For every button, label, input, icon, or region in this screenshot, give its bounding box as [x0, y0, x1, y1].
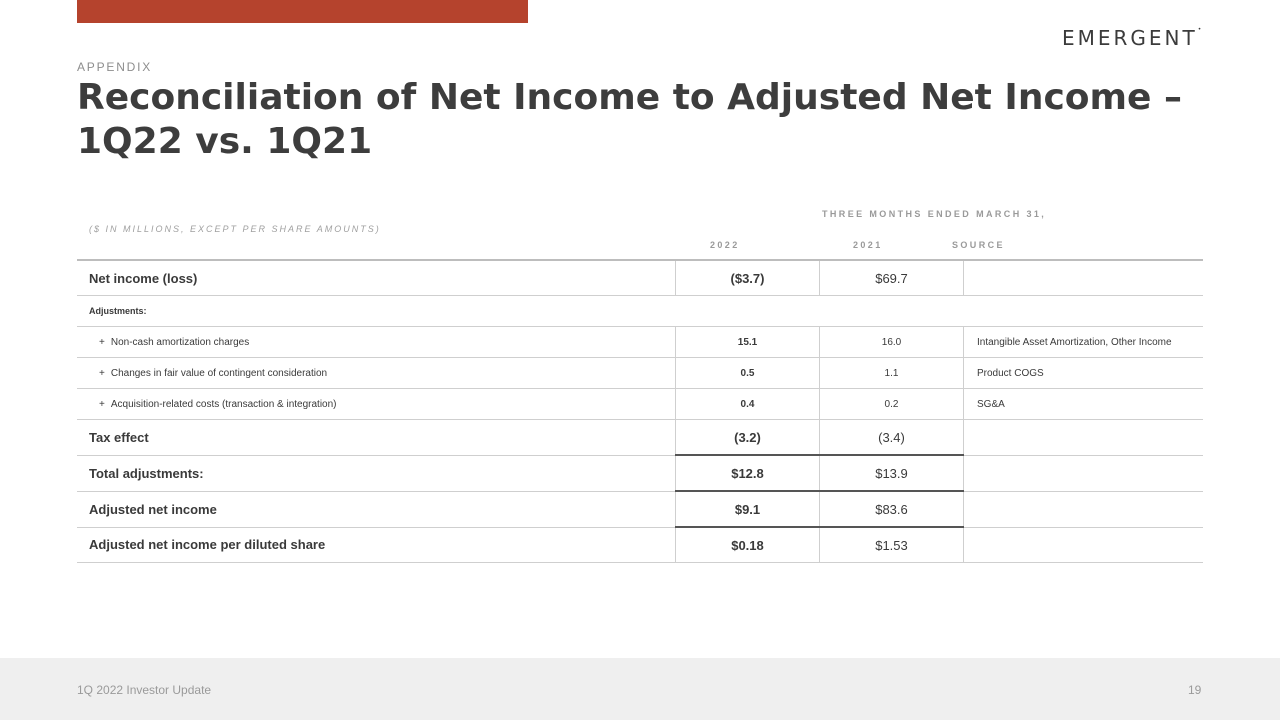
page-number: 19 [1188, 683, 1202, 697]
value-2022: 0.5 [676, 358, 820, 389]
value-2021: (3.4) [820, 420, 964, 456]
value-2021: 1.1 [820, 358, 964, 389]
source-cell [964, 260, 1204, 296]
plus-prefix: + [99, 367, 105, 379]
value-2022: $9.1 [676, 491, 820, 527]
value-2021: $13.9 [820, 455, 964, 491]
row-label: Net income (loss) [77, 260, 676, 296]
value-2021: $69.7 [820, 260, 964, 296]
source-cell: SG&A [964, 389, 1204, 420]
value-2022: $0.18 [676, 527, 820, 563]
source-cell [964, 455, 1204, 491]
row-label: + Non-cash amortization charges [77, 327, 676, 358]
table-row-amortization [77, 327, 1203, 358]
section-eyebrow: APPENDIX [77, 60, 153, 74]
value-2021: $83.6 [820, 491, 964, 527]
value-2022: (3.2) [676, 420, 820, 456]
title-line-1: Reconciliation of Net Income to Adjusted Net Income – [77, 77, 1182, 118]
value-2022: ($3.7) [676, 260, 820, 296]
value-2021: $1.53 [820, 527, 964, 563]
emergent-logo: EMERGENT• [1062, 26, 1202, 50]
row-label: + Changes in fair value of contingent consideration [77, 358, 676, 389]
footer-title: 1Q 2022 Investor Update [77, 683, 212, 697]
table-row-net-income [77, 260, 1203, 296]
accent-bar [77, 0, 528, 23]
source-cell [964, 527, 1204, 563]
source-cell: Intangible Asset Amortization, Other Income [964, 327, 1204, 358]
table-row-adjusted-net-income [77, 491, 1203, 527]
plus-prefix: + [99, 336, 105, 348]
table-row-tax-effect [77, 420, 1203, 456]
plus-prefix: + [99, 398, 105, 410]
column-header-2021: 2021 [853, 240, 883, 250]
period-header: THREE MONTHS ENDED MARCH 31, [822, 209, 1047, 219]
row-label: Adjustments: [77, 296, 1203, 327]
value-2021: 16.0 [820, 327, 964, 358]
source-cell: Product COGS [964, 358, 1204, 389]
table-row-contingent-consideration [77, 358, 1203, 389]
row-label: + Acquisition-related costs (transaction & integration) [77, 389, 676, 420]
row-label: Adjusted net income per diluted share [77, 527, 676, 563]
table-row-total-adjustments [77, 455, 1203, 491]
page-title [77, 76, 1197, 164]
row-label: Tax effect [77, 420, 676, 456]
table-row-adjustments-header [77, 296, 1203, 327]
units-note: ($ IN MILLIONS, EXCEPT PER SHARE AMOUNTS) [89, 224, 381, 234]
column-header-source: SOURCE [952, 240, 1005, 250]
value-2022: 0.4 [676, 389, 820, 420]
row-label: Total adjustments: [77, 455, 676, 491]
row-label: Adjusted net income [77, 491, 676, 527]
source-cell [964, 420, 1204, 456]
value-2022: $12.8 [676, 455, 820, 491]
source-cell [964, 491, 1204, 527]
title-line-2: 1Q22 vs. 1Q21 [77, 121, 373, 162]
value-2021: 0.2 [820, 389, 964, 420]
reconciliation-table [77, 259, 1203, 563]
column-header-2022: 2022 [710, 240, 740, 250]
value-2022: 15.1 [676, 327, 820, 358]
table-row-adjusted-eps [77, 527, 1203, 563]
footer [0, 658, 1280, 720]
table-row-acquisition-costs [77, 389, 1203, 420]
